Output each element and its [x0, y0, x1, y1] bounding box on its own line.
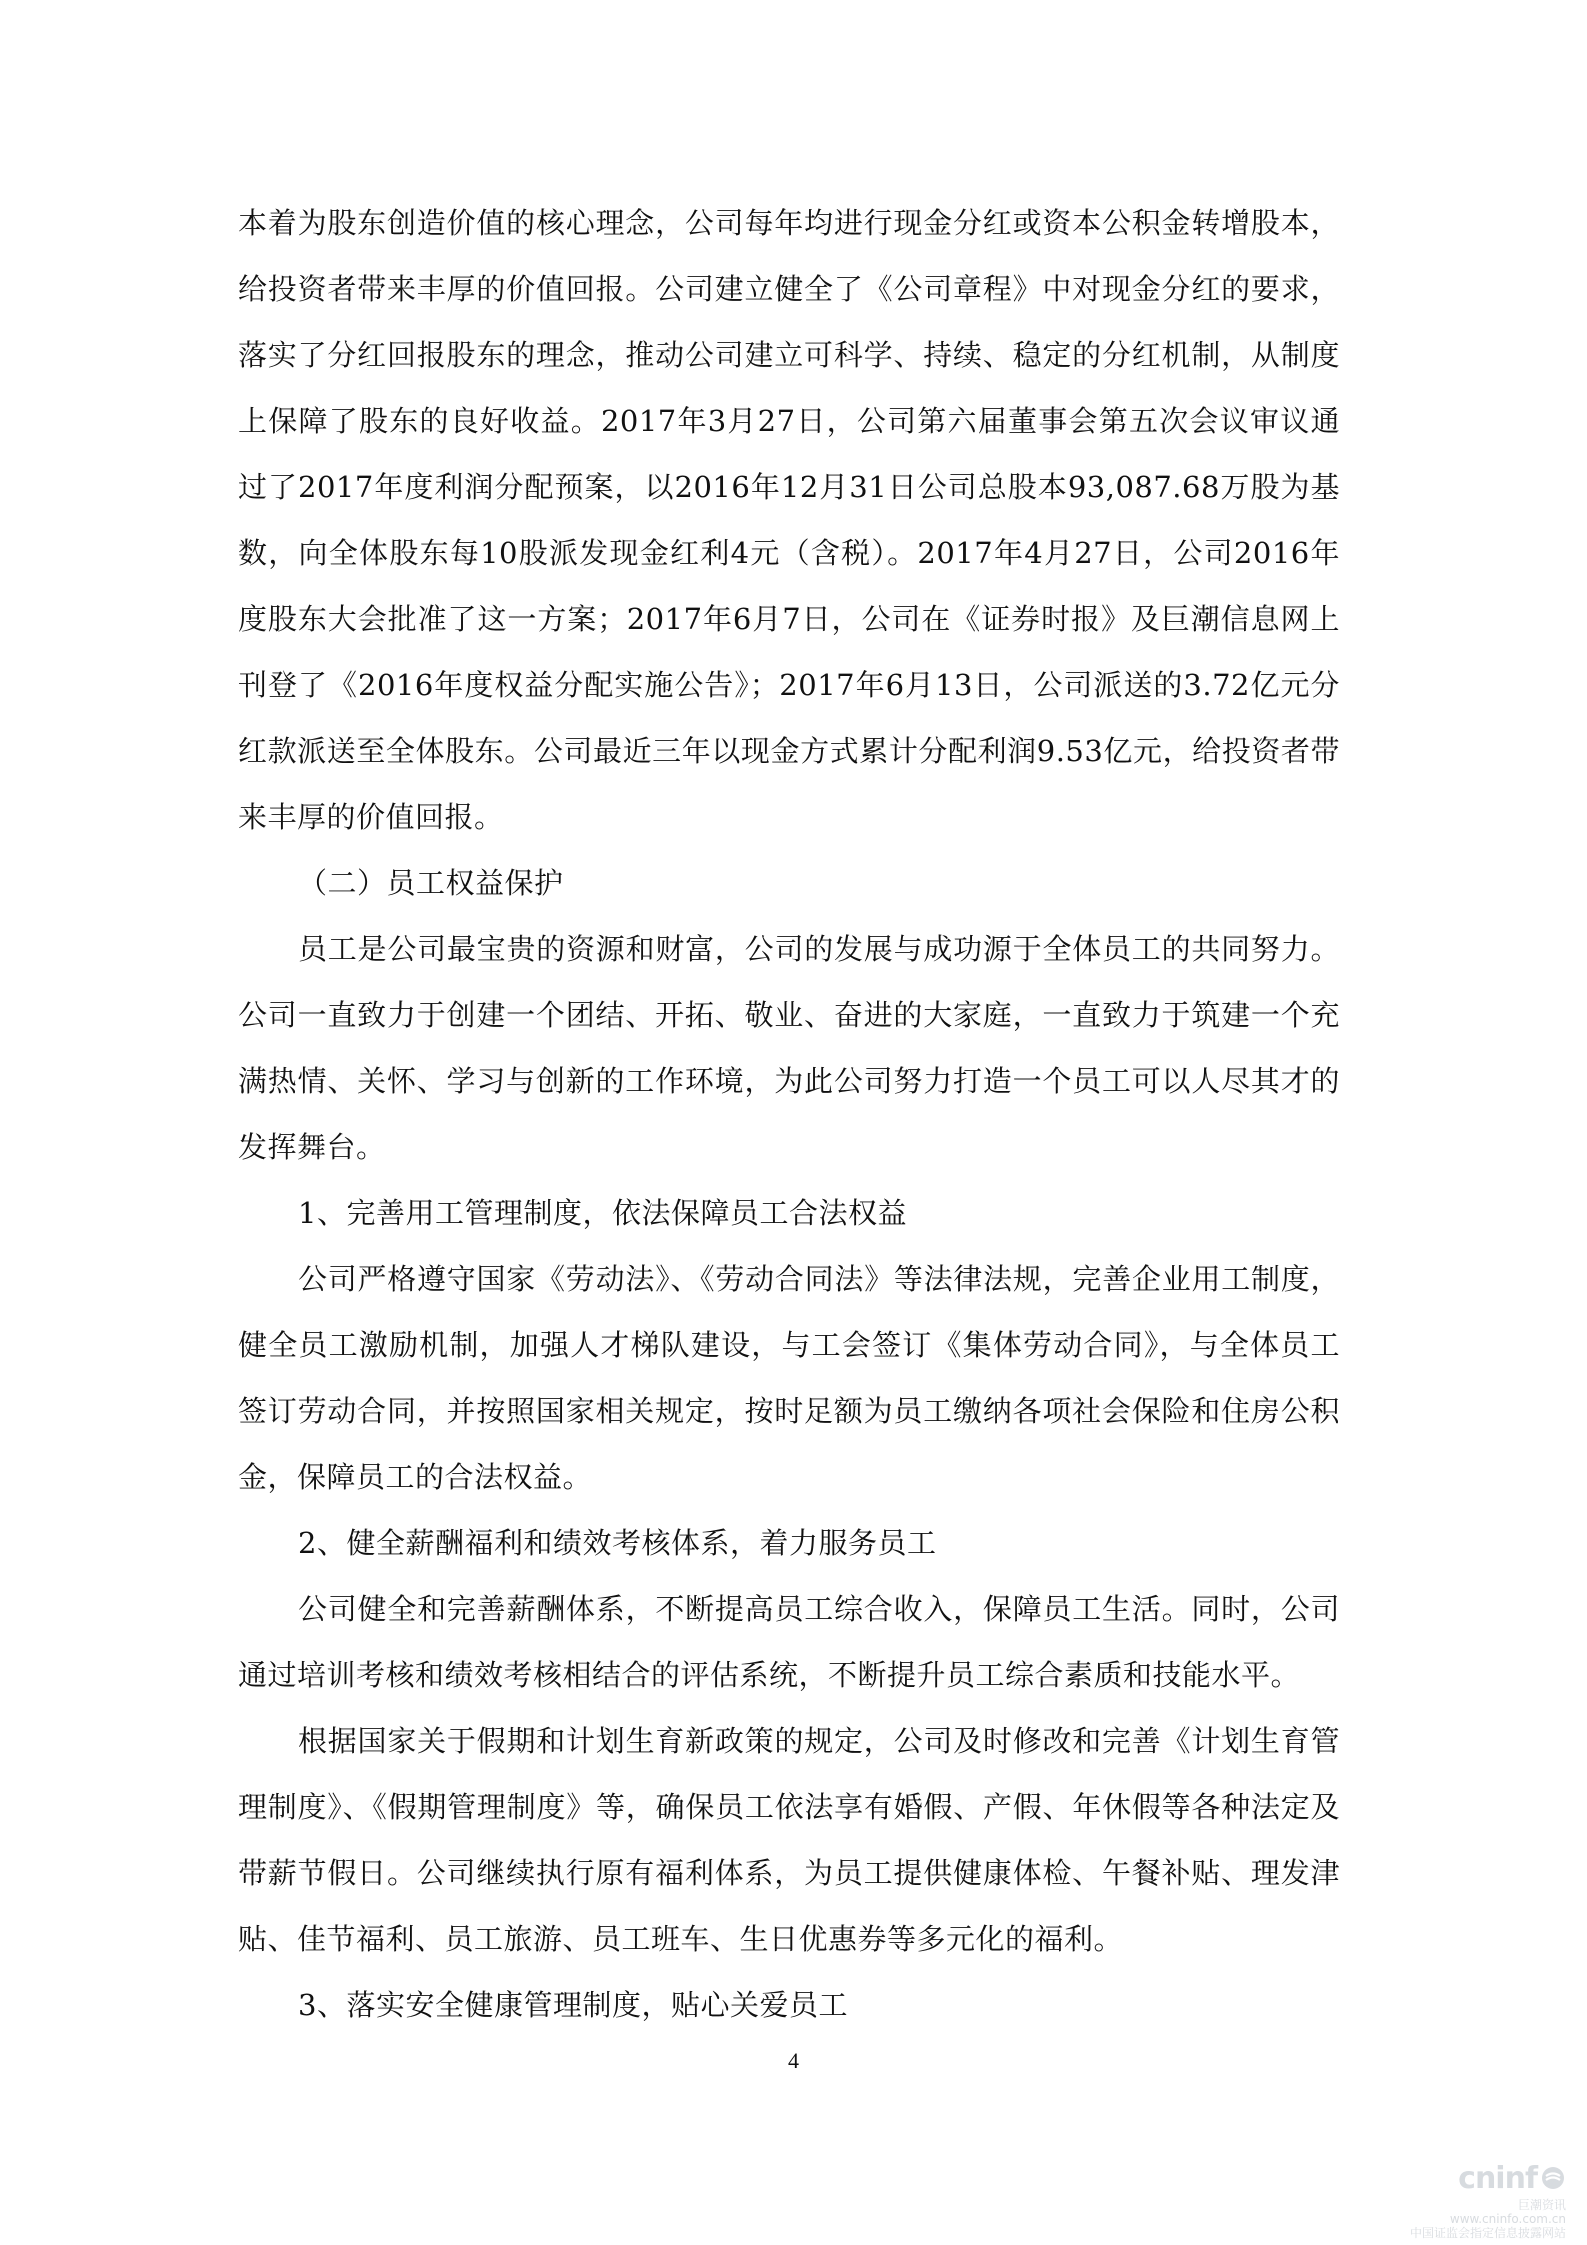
watermark-tagline: 中国证监会指定信息披露网站: [1409, 2226, 1566, 2240]
document-body: [238, 190, 1340, 2038]
watermark-url: www.cninfo.com.cn: [1449, 2212, 1566, 2226]
cninfo-watermark: [1396, 2158, 1566, 2238]
watermark-brand: cninf: [1458, 2160, 1537, 2196]
subheading-safety-health: 3、落实安全健康管理制度，贴心关爱员工: [298, 1988, 848, 2022]
cninfo-logo-icon: [1540, 2165, 1566, 2191]
section-heading-employee-rights: （二）员工权益保护: [298, 866, 564, 900]
page-number: 4: [788, 2048, 799, 2073]
paragraph-compensation: 公司健全和完善薪酬体系，不断提高员工综合收入，保障员工生活。同时，公司通过培训考核和绩效考核相结合的评估系统，不断提升员工综合素质和技能水平。: [238, 1592, 1340, 1692]
subheading-compensation: 2、健全薪酬福利和绩效考核体系，着力服务员工: [298, 1526, 937, 1560]
watermark-logo: [1396, 2158, 1566, 2198]
subheading-employment-management: 1、完善用工管理制度，依法保障员工合法权益: [298, 1196, 907, 1230]
paragraph-employee-intro: 员工是公司最宝贵的资源和财富，公司的发展与成功源于全体员工的共同努力。公司一直致力于创建一个团结、开拓、敬业、奋进的大家庭，一直致力于筑建一个充满热情、关怀、学习与创新的工作环境，为此公司努力打造一个员工可以人尽其才的发挥舞台。: [238, 932, 1340, 1164]
paragraph-leave-benefits: 根据国家关于假期和计划生育新政策的规定，公司及时修改和完善《计划生育管理制度》、《假期管理制度》等，确保员工依法享有婚假、产假、年休假等各种法定及带薪节假日。公司继续执行原有福利体系，为员工提供健康体检、午餐补贴、理发津贴、佳节福利、员工旅游、员工班车、生日优惠券等多元化的福利。: [238, 1724, 1340, 1956]
watermark-name: 巨潮资讯: [1517, 2198, 1566, 2212]
paragraph-dividend: 本着为股东创造价值的核心理念，公司每年均进行现金分红或资本公积金转增股本，给投资者带来丰厚的价值回报。公司建立健全了《公司章程》中对现金分红的要求，落实了分红回报股东的理念，推动公司建立可科学、持续、稳定的分红机制，从制度上保障了股东的良好收益。2017年3月27日，公司第六届董事会第五次会议审议通过了2017年度利润分配预案，以2016年12月31日公司总股本93,087.68万股为基数，向全体股东每10股派发现金红利4元（含税）。2017年4月27日，公司2016年度股东大会批准了这一方案；2017年6月7日，公司在《证券时报》及巨潮信息网上刊登了《2016年度权益分配实施公告》；2017年6月13日，公司派送的3.72亿元分红款派送至全体股东。公司最近三年以现金方式累计分配利润9.53亿元，给投资者带来丰厚的价值回报。: [238, 206, 1340, 834]
paragraph-labor-law: 公司严格遵守国家《劳动法》、《劳动合同法》等法律法规，完善企业用工制度，健全员工激励机制，加强人才梯队建设，与工会签订《集体劳动合同》，与全体员工签订劳动合同，并按照国家相关规定，按时足额为员工缴纳各项社会保险和住房公积金，保障员工的合法权益。: [238, 1262, 1340, 1494]
